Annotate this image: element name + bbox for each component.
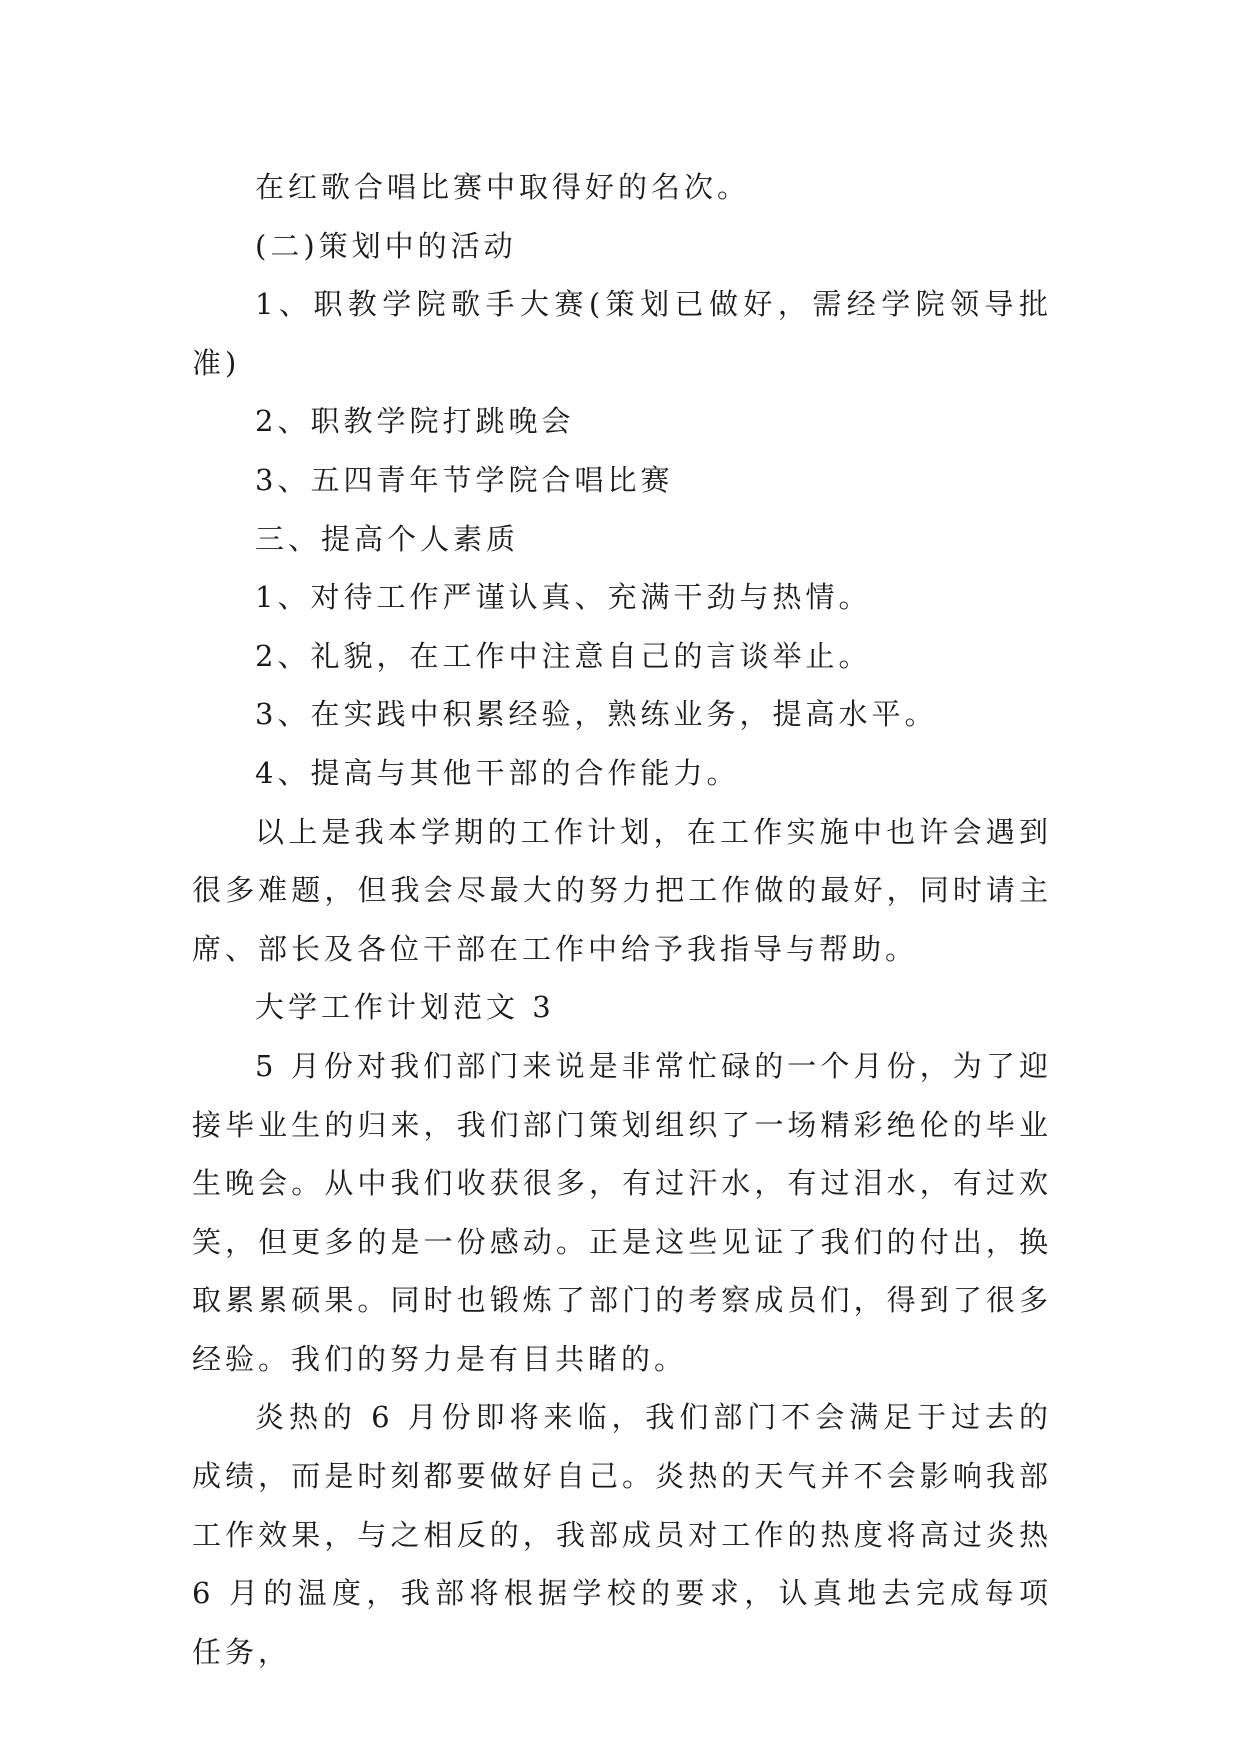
list-item-singer-contest: 1、职教学院歌手大赛(策划已做好，需经学院领导批准) <box>192 287 1052 380</box>
heading-planned-activities: (二)策划中的活动 <box>255 228 517 263</box>
document-body <box>192 158 1052 1681</box>
list-item-cooperation: 4、提高与其他干部的合作能力。 <box>255 755 740 790</box>
list-item-manners: 2、礼貌，在工作中注意自己的言谈举止。 <box>255 638 872 673</box>
paragraph-may-report: 5 月份对我们部门来说是非常忙碌的一个月份，为了迎接毕业生的归来，我们部门策划组织了一场精彩绝伦的毕业生晚会。从中我们收获很多，有过汗水，有过泪水，有过欢笑，但更多的是一份感动。正是这些见证了我们的付出，换取累累硕果。同时也锻炼了部门的考察成员们，得到了很多经验。我们的努力是有目共睹的。 <box>192 1048 1052 1376</box>
paragraph-choir-result: 在红歌合唱比赛中取得好的名次。 <box>255 170 751 204</box>
list-item-experience: 3、在实践中积累经验，熟练业务，提高水平。 <box>255 697 938 732</box>
heading-personal-quality: 三、提高个人素质 <box>255 521 520 556</box>
paragraph-summary: 以上是我本学期的工作计划，在工作实施中也许会遇到很多难题，但我会尽最大的努力把工作做的最好，同时请主席、部长及各位干部在工作中给予我指导与帮助。 <box>192 814 1052 966</box>
list-item-dance-party: 2、职教学院打跳晚会 <box>255 404 575 439</box>
list-item-youth-day-choir: 3、五四青年节学院合唱比赛 <box>255 462 674 497</box>
section-title-sample-3: 大学工作计划范文 3 <box>255 990 555 1025</box>
paragraph-june-plan: 炎热的 6 月份即将来临，我们部门不会满足于过去的成绩，而是时刻都要做好自己。炎热的天气并不会影响我部工作效果，与之相反的，我部成员对工作的热度将高过炎热 6 月的温度，我部将根据学校的要求，认真地去完成每项任务， <box>192 1400 1052 1669</box>
list-item-attitude: 1、对待工作严谨认真、充满干劲与热情。 <box>255 580 872 615</box>
